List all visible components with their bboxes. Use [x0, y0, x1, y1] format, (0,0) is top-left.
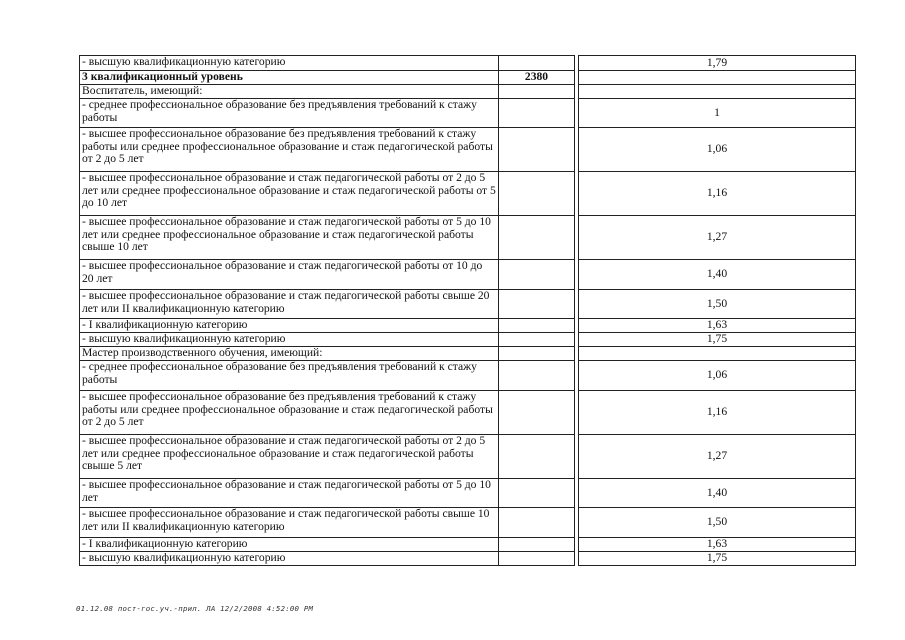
table-row — [80, 71, 856, 85]
position-cell: - I квалификационную категорию — [80, 538, 499, 552]
position-cell: - высшее профессиональное образование и стаж педагогической работы от 2 до 5 лет или среднее профессиональное образование и стаж педагогической работы от 5 до 10 лет — [80, 172, 499, 216]
coefficient-cell: 1,50 — [579, 290, 856, 319]
qualification-level-cell: 3 квалификационный уровень — [80, 71, 499, 85]
page-footer: 01.12.08 пост-гос.уч.-прил. ЛА 12/2/2008 4:52:00 PM — [76, 604, 314, 613]
salary-cell — [499, 435, 575, 479]
coefficient-cell: 1,75 — [579, 552, 856, 566]
table-row — [80, 172, 856, 216]
position-cell: - высшее профессиональное образование и стаж педагогической работы свыше 20 лет или II квалификационную категорию — [80, 290, 499, 319]
salary-cell — [499, 552, 575, 566]
table-row — [80, 319, 856, 333]
group-heading-cell: Воспитатель, имеющий: — [80, 85, 499, 99]
coefficient-cell: 1,79 — [579, 56, 856, 71]
coefficient-cell: 1,50 — [579, 508, 856, 538]
coefficient-cell: 1,63 — [579, 538, 856, 552]
coefficient-cell: 1,16 — [579, 172, 856, 216]
coefficient-cell: 1,40 — [579, 260, 856, 290]
salary-cell — [499, 479, 575, 508]
table-row — [80, 435, 856, 479]
salary-cell — [499, 172, 575, 216]
salary-cell — [499, 508, 575, 538]
position-cell: - высшую квалификационную категорию — [80, 56, 499, 71]
position-cell: - высшее профессиональное образование и стаж педагогической работы от 10 до 20 лет — [80, 260, 499, 290]
table-row — [80, 260, 856, 290]
coefficient-cell: 1,27 — [579, 216, 856, 260]
salary-cell — [499, 333, 575, 347]
salary-cell — [499, 85, 575, 99]
position-cell: - среднее профессиональное образование без предъявления требований к стажу работы — [80, 99, 499, 128]
coefficient-cell: 1,75 — [579, 333, 856, 347]
group-heading-cell: Мастер производственного обучения, имеющий: — [80, 347, 499, 361]
coefficient-cell: 1,63 — [579, 319, 856, 333]
coefficient-cell: 1,27 — [579, 435, 856, 479]
salary-cell: 2380 — [499, 71, 575, 85]
table-row — [80, 361, 856, 391]
table-row — [80, 99, 856, 128]
coefficient-cell: 1,40 — [579, 479, 856, 508]
coefficient-cell: 1,16 — [579, 391, 856, 435]
position-cell: - высшее профессиональное образование и стаж педагогической работы от 5 до 10 лет — [80, 479, 499, 508]
coefficient-cell — [579, 71, 856, 85]
position-cell: - I квалификационную категорию — [80, 319, 499, 333]
salary-cell — [499, 99, 575, 128]
position-cell: - высшее профессиональное образование и стаж педагогической работы от 5 до 10 лет или среднее профессиональное образование и стаж педагогической работы свыше 10 лет — [80, 216, 499, 260]
coefficient-cell — [579, 347, 856, 361]
position-cell: - высшее профессиональное образование без предъявления требований к стажу работы или среднее профессиональное образование и стаж педагогической работы от 2 до 5 лет — [80, 391, 499, 435]
position-cell: - высшее профессиональное образование и стаж педагогической работы свыше 10 лет или II квалификационную категорию — [80, 508, 499, 538]
table-row — [80, 216, 856, 260]
salary-cell — [499, 319, 575, 333]
salary-cell — [499, 260, 575, 290]
salary-cell — [499, 290, 575, 319]
coefficient-cell: 1,06 — [579, 361, 856, 391]
table-row — [80, 391, 856, 435]
table-row — [80, 290, 856, 319]
salary-cell — [499, 216, 575, 260]
table-row — [80, 347, 856, 361]
position-cell: - высшее профессиональное образование и стаж педагогической работы от 2 до 5 лет или среднее профессиональное образование и стаж педагогической работы свыше 5 лет — [80, 435, 499, 479]
table-row — [80, 56, 856, 71]
position-cell: - высшую квалификационную категорию — [80, 333, 499, 347]
salary-cell — [499, 56, 575, 71]
salary-cell — [499, 347, 575, 361]
coefficient-cell: 1,06 — [579, 128, 856, 172]
salary-cell — [499, 361, 575, 391]
salary-cell — [499, 128, 575, 172]
salary-cell — [499, 391, 575, 435]
salary-coefficient-table — [79, 55, 856, 566]
table-row — [80, 85, 856, 99]
position-cell: - высшее профессиональное образование без предъявления требований к стажу работы или среднее профессиональное образование и стаж педагогической работы от 2 до 5 лет — [80, 128, 499, 172]
table-row — [80, 552, 856, 566]
table-row — [80, 508, 856, 538]
table-row — [80, 333, 856, 347]
coefficient-cell: 1 — [579, 99, 856, 128]
coefficient-cell — [579, 85, 856, 99]
position-cell: - среднее профессиональное образование без предъявления требований к стажу работы — [80, 361, 499, 391]
table-row — [80, 479, 856, 508]
salary-cell — [499, 538, 575, 552]
table-row — [80, 538, 856, 552]
position-cell: - высшую квалификационную категорию — [80, 552, 499, 566]
table-row — [80, 128, 856, 172]
